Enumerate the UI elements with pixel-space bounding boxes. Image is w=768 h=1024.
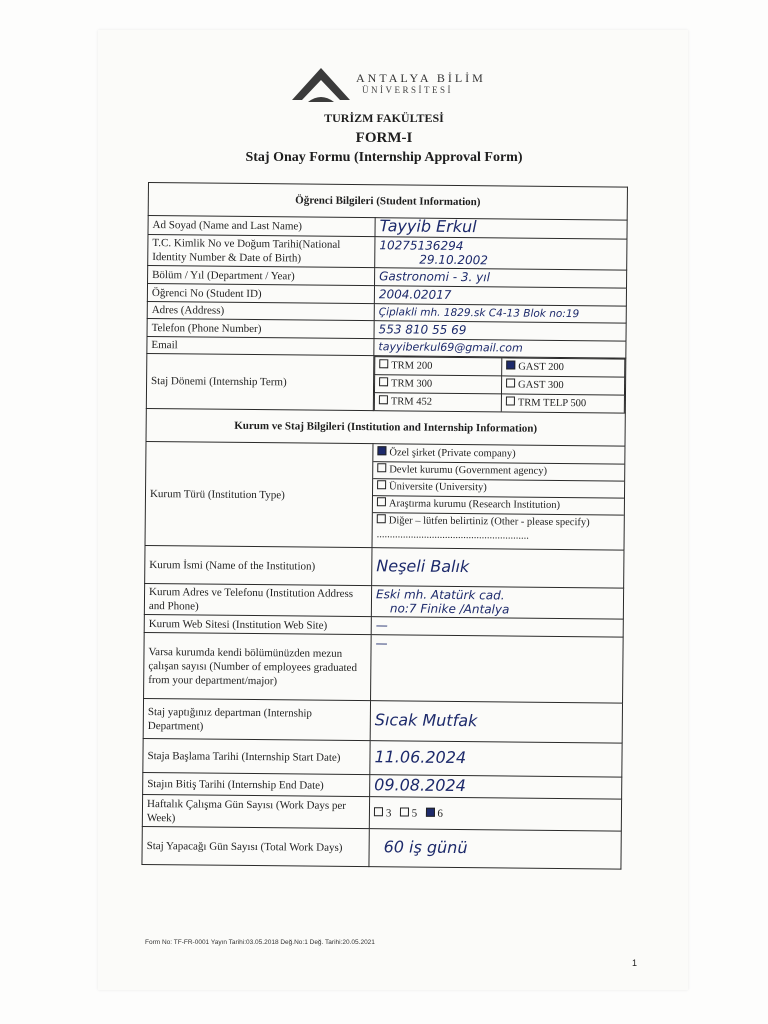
identity-label: T.C. Kimlik No ve Doğum Tarihi(National Identity Number & Date of Birth): [148, 235, 375, 268]
term-option[interactable]: GAST 200: [502, 358, 625, 377]
address-value: Çiplakli mh. 1829.sk C4-13 Blok no:19: [378, 306, 580, 321]
institution-type-label: Kurum Türü (Institution Type): [145, 441, 373, 547]
institution-address-line-2: no:7 Finike /Antalya: [389, 601, 510, 617]
name-value: Tayyib Erkul: [379, 216, 477, 237]
institution-section-title: Kurum ve Staj Bilgileri (Institution and Internship Information): [146, 408, 625, 446]
graduates-field[interactable]: [371, 635, 624, 703]
term-label: Staj Dönemi (Internship Term): [146, 353, 374, 410]
institution-type-option[interactable]: Araştırma kurumu (Research Institution): [373, 496, 624, 515]
university-name: ANTALYA BİLİM: [356, 71, 486, 85]
form-code: FORM-I: [355, 130, 413, 146]
student-id-field[interactable]: [374, 286, 626, 306]
term-option[interactable]: TRM 452: [374, 393, 501, 412]
phone-field[interactable]: [374, 321, 626, 341]
work-days-option-6[interactable]: 6: [425, 807, 443, 819]
internship-department-value: Sıcak Mutfak: [374, 709, 478, 730]
address-label: Adres (Address): [147, 301, 374, 320]
graduates-value: —: [375, 636, 388, 651]
name-field[interactable]: [375, 218, 627, 239]
checkbox-icon[interactable]: [379, 377, 388, 386]
institution-type-option[interactable]: Diğer – lütfen belirtiniz (Other - please specify) ..........................................................: [376, 515, 590, 542]
internship-department-label: Staj yaptığınız departman (Internship Department): [143, 698, 370, 740]
checkbox-icon[interactable]: [374, 807, 383, 816]
checkbox-checked-icon[interactable]: [425, 807, 434, 816]
institution-type-option[interactable]: Üniversite (University): [373, 479, 624, 498]
institution-type-option[interactable]: Özel şirket (Private company): [373, 445, 624, 464]
form-row-institution-type: [145, 441, 625, 550]
work-days-option-3[interactable]: 3: [374, 807, 392, 819]
institution-type-option[interactable]: Devlet kurumu (Government agency): [373, 462, 624, 481]
institution-name-value: Neşeli Balık: [376, 555, 470, 576]
term-options-grid: [374, 356, 626, 412]
institution-name-label: Kurum İsmi (Name of the Institution): [145, 545, 372, 585]
university-subname: ÜNİVERSİTESİ: [362, 85, 453, 95]
institution-address-line-1: Eski mh. Atatürk cad.: [375, 587, 505, 603]
birth-date-value: 29.10.2002: [419, 252, 489, 268]
web-site-field[interactable]: [371, 617, 623, 637]
page-number: 1: [632, 958, 638, 968]
form-row-total-days: [142, 826, 621, 869]
institution-address-label: Kurum Adres ve Telefonu (Institution Address and Phone): [144, 583, 371, 616]
other-specify-dots: ..........................................................: [376, 529, 529, 542]
institution-address-field[interactable]: [371, 586, 623, 619]
form-row-start-date: [143, 738, 622, 777]
checkbox-icon[interactable]: [377, 497, 386, 506]
student-section-header: [148, 183, 627, 221]
student-id-label: Öğrenci No (Student ID): [147, 284, 374, 304]
university-logo: [290, 62, 500, 106]
term-option[interactable]: TRM 300: [374, 375, 501, 394]
form-row-institution-name: [145, 545, 624, 588]
student-id-value: 2004.02017: [378, 287, 452, 302]
form-row-term: [146, 353, 626, 413]
checkbox-icon[interactable]: [506, 396, 515, 405]
web-site-value: —: [375, 618, 388, 633]
work-days-option-5[interactable]: 5: [400, 807, 418, 819]
total-days-field[interactable]: [369, 829, 621, 869]
start-date-field[interactable]: [370, 741, 622, 777]
form-footer-note: Form No: TF-FR-0001 Yayın Tarihi:03.05.2018 Değ.No:1 Değ. Tarihi:20.05.2021: [145, 939, 375, 946]
end-date-field[interactable]: [370, 775, 622, 799]
email-value: tayyiberkul69@gmail.com: [378, 340, 523, 355]
form-row-institution-address: [144, 583, 623, 619]
graduates-label: Varsa kurumda kendi bölümünüzden mezun çalışan sayısı (Number of employees graduated from your department/major): [144, 632, 372, 700]
work-days-options: [369, 797, 621, 831]
email-label: Email: [147, 336, 374, 355]
checkbox-icon[interactable]: [377, 514, 386, 523]
term-option[interactable]: TRM 200: [375, 357, 502, 376]
form-row-internship-department: [143, 698, 622, 743]
work-days-label: Haftalık Çalışma Gün Sayısı (Work Days per Week): [142, 794, 369, 828]
term-option[interactable]: TRM TELP 500: [501, 394, 624, 413]
checkbox-icon[interactable]: [377, 463, 386, 472]
web-site-label: Kurum Web Sitesi (Institution Web Site): [144, 614, 371, 634]
term-options: [373, 356, 626, 413]
start-date-value: 11.06.2024: [374, 746, 467, 767]
institution-type-options: [372, 444, 625, 550]
checkbox-icon[interactable]: [379, 359, 388, 368]
checkbox-checked-icon[interactable]: [506, 360, 515, 369]
institution-section-header: [146, 408, 625, 446]
internship-department-field[interactable]: [370, 701, 622, 743]
checkbox-checked-icon[interactable]: [377, 446, 386, 455]
department-year-value: Gastronomi - 3. yıl: [379, 269, 491, 285]
mountain-logo-icon: [290, 62, 352, 106]
term-option[interactable]: GAST 300: [501, 376, 624, 395]
department-year-field[interactable]: [375, 268, 627, 288]
institution-name-field[interactable]: [372, 548, 624, 588]
identity-number-value: 10275136294: [379, 238, 464, 254]
phone-value: 553 810 55 69: [378, 322, 467, 338]
department-year-label: Bölüm / Yıl (Department / Year): [148, 266, 375, 286]
name-label: Ad Soyad (Name and Last Name): [148, 216, 375, 237]
student-section-title: Öğrenci Bilgileri (Student Information): [148, 183, 627, 221]
faculty-title: TURİZM FAKÜLTESİ: [324, 111, 444, 125]
form-row-work-days: [142, 794, 621, 831]
identity-field[interactable]: [375, 237, 627, 270]
form-row-identity: [148, 235, 627, 271]
phone-label: Telefon (Phone Number): [147, 318, 374, 338]
approval-form-table: [141, 182, 628, 870]
total-days-label: Staj Yapacağı Gün Sayısı (Total Work Days): [142, 826, 369, 866]
start-date-label: Staja Başlama Tarihi (Internship Start Date): [143, 738, 370, 774]
checkbox-icon[interactable]: [379, 395, 388, 404]
checkbox-icon[interactable]: [400, 807, 409, 816]
total-days-value: 60 iş günü: [383, 836, 468, 857]
checkbox-icon[interactable]: [377, 480, 386, 489]
checkbox-icon[interactable]: [506, 378, 515, 387]
end-date-value: 09.08.2024: [374, 774, 466, 795]
form-row-graduates: [144, 632, 624, 703]
form-title: Staj Onay Formu (Internship Approval Form): [245, 150, 523, 165]
end-date-label: Stajın Bitiş Tarihi (Internship End Date): [143, 772, 370, 796]
